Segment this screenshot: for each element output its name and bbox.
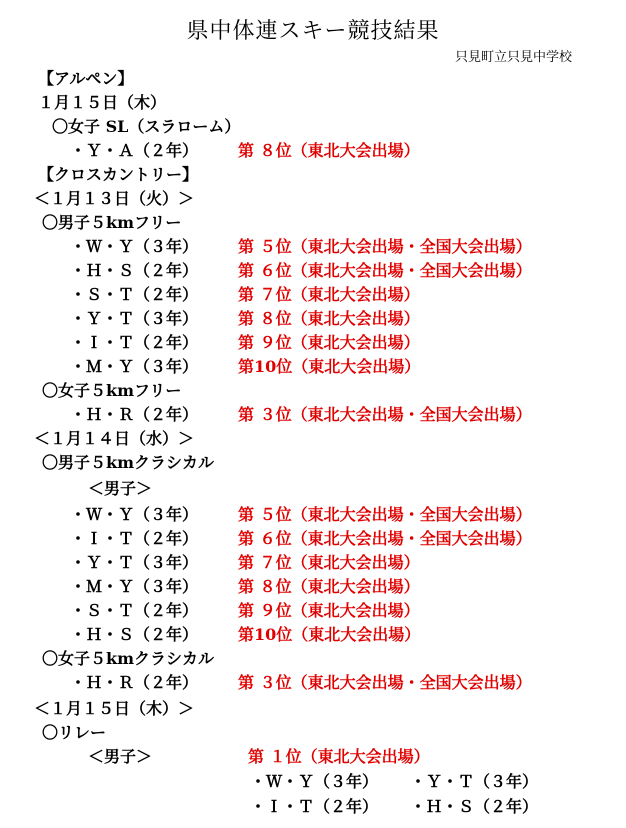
result-row [70, 624, 421, 646]
relay-member: ・Ｉ・Ｔ（２年） [250, 797, 379, 816]
day-15-heading: ＜１月１５日（木）＞ [34, 699, 195, 718]
m5classic-heading: 〇男子５kmクラシカル [42, 453, 215, 472]
result-row [70, 552, 420, 574]
result-text: 第10位（東北大会出場） [238, 625, 421, 644]
page-title: 県中体連スキー競技結果 [186, 19, 440, 44]
result-text: 第 ９位（東北大会出場） [238, 601, 420, 620]
result-text: 第 ５位（東北大会出場・全国大会出場） [238, 505, 532, 524]
result-text: 第 ８位（東北大会出場） [238, 577, 420, 596]
result-row [70, 528, 532, 550]
result-text: 第 ８位（東北大会出場） [238, 141, 420, 160]
relay-member: ・Ｙ・Ｔ（３年） [410, 772, 539, 791]
result-row [70, 404, 532, 426]
result-row [70, 332, 420, 354]
w5classic-heading: 〇女子５kmクラシカル [42, 649, 215, 668]
school-name: 只見町立只見中学校 [454, 50, 572, 65]
alpine-result-row [70, 140, 420, 162]
result-row [70, 260, 532, 282]
result-row [70, 308, 420, 330]
result-text: 第 ６位（東北大会出場・全国大会出場） [238, 261, 532, 280]
m5classic-subheading: ＜男子＞ [88, 479, 153, 498]
result-text: 第 ９位（東北大会出場） [238, 333, 420, 352]
result-text: 第 ７位（東北大会出場） [238, 285, 420, 304]
result-text: 第 ３位（東北大会出場・全国大会出場） [238, 673, 532, 692]
result-text: 第10位（東北大会出場） [238, 357, 421, 376]
m5free-heading: 〇男子５kmフリー [42, 213, 182, 232]
athlete-name: ・Ｓ・Ｔ（２年） [70, 601, 199, 620]
athlete-name: ・Ｉ・Ｔ（２年） [70, 529, 199, 548]
day-13-heading: ＜１月１３日（火）＞ [34, 189, 195, 208]
result-row [70, 504, 532, 526]
athlete-name: ・Ｈ・Ｒ（２年） [70, 405, 199, 424]
result-row [70, 576, 420, 598]
result-row [70, 672, 532, 694]
relay-heading: 〇リレー [42, 723, 107, 742]
alpine-date: １月１５日（木） [38, 93, 167, 112]
athlete-name: ・Ｗ・Ｙ（３年） [70, 505, 199, 524]
result-row [70, 356, 421, 378]
w5free-heading: 〇女子５kmフリー [42, 381, 182, 400]
result-text: 第 ３位（東北大会出場・全国大会出場） [238, 405, 532, 424]
athlete-name: ・Ｍ・Ｙ（３年） [70, 357, 199, 376]
athlete-name: ・Ｈ・Ｓ（２年） [70, 261, 199, 280]
alpine-header: 【アルペン】 [38, 69, 134, 88]
day-14-heading: ＜１月１４日（水）＞ [34, 429, 195, 448]
athlete-name: ・Ｍ・Ｙ（３年） [70, 577, 199, 596]
result-row [70, 600, 420, 622]
result-text: 第 ７位（東北大会出場） [238, 553, 420, 572]
athlete-name: ・Ｙ・Ｔ（３年） [70, 553, 199, 572]
athlete-name: ・Ｉ・Ｔ（２年） [70, 333, 199, 352]
result-text: 第 ８位（東北大会出場） [238, 309, 420, 328]
result-row [70, 284, 420, 306]
athlete-name: ・Ｓ・Ｔ（２年） [70, 285, 199, 304]
athlete-name: ・Ｙ・Ａ（２年） [70, 141, 199, 160]
relay-subheading: ＜男子＞ [88, 747, 153, 766]
result-text: 第 ５位（東北大会出場・全国大会出場） [238, 237, 532, 256]
relay-member: ・Ｈ・Ｓ（２年） [410, 797, 539, 816]
athlete-name: ・Ｈ・Ｒ（２年） [70, 673, 199, 692]
athlete-name: ・Ｈ・Ｓ（２年） [70, 625, 199, 644]
athlete-name: ・Ｙ・Ｔ（３年） [70, 309, 199, 328]
result-text: 第 ６位（東北大会出場・全国大会出場） [238, 529, 532, 548]
relay-result: 第 １位（東北大会出場） [248, 747, 430, 766]
alpine-event: 〇女子 SL（スラローム） [52, 117, 241, 136]
athlete-name: ・Ｗ・Ｙ（３年） [70, 237, 199, 256]
xc-header: 【クロスカントリー】 [38, 165, 199, 184]
result-row [70, 236, 532, 258]
relay-member: ・Ｗ・Ｙ（３年） [250, 772, 379, 791]
